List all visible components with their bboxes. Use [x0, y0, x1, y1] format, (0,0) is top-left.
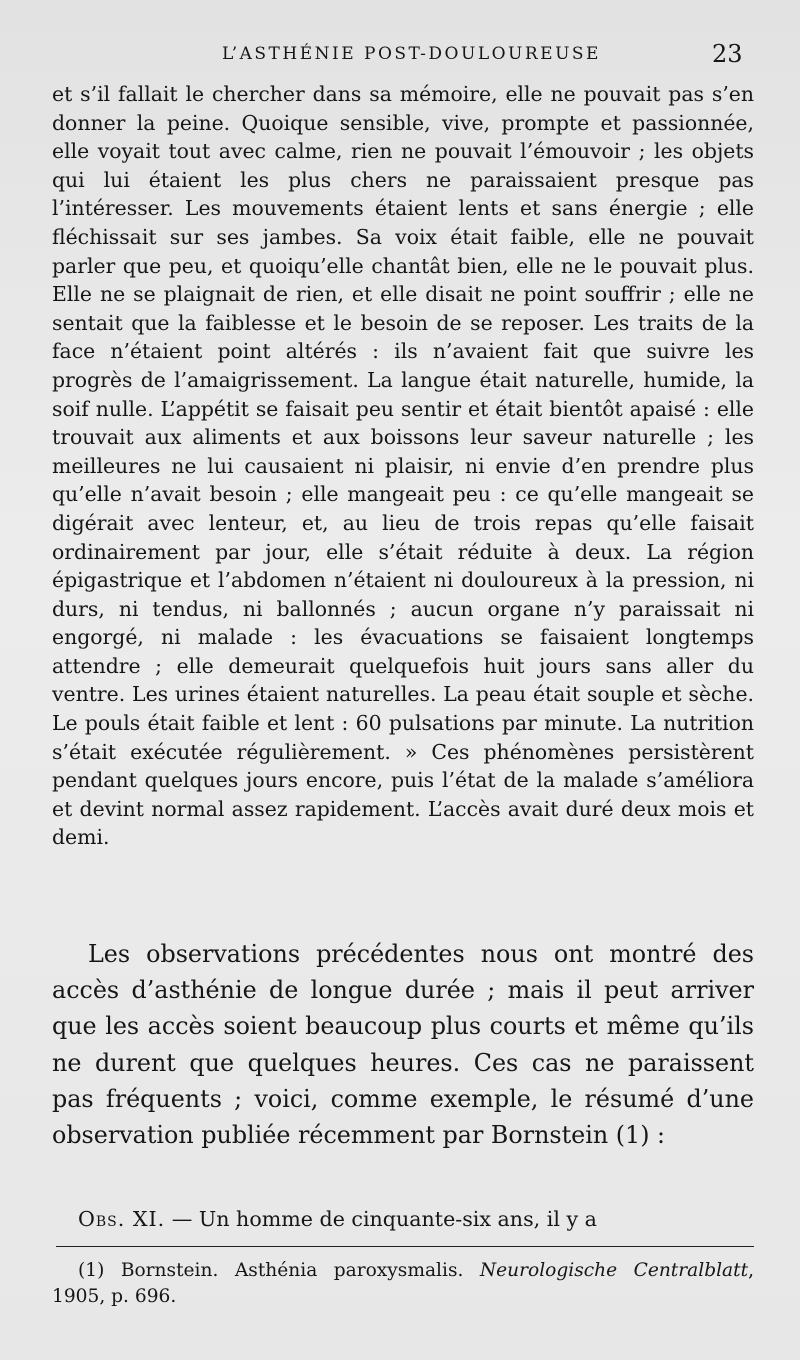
page-number: 23: [712, 40, 743, 68]
body-text: [52, 80, 754, 852]
observation-label: Obs. XI.: [78, 1207, 166, 1231]
observation-heading: [52, 1204, 754, 1234]
footnote-title: Asthénia paroxysmalis.: [234, 1260, 464, 1281]
body-text-large: [52, 936, 754, 1153]
footnote-divider: [56, 1246, 754, 1247]
observation-text: — Un homme de cinquante-six ans, il y a: [165, 1207, 597, 1231]
footnote-journal: Neurologische Centralblatt: [479, 1260, 749, 1281]
footnote-author: Bornstein.: [120, 1260, 219, 1281]
footnote: [52, 1258, 754, 1310]
footnote-marker: (1): [78, 1260, 105, 1281]
running-title: L’ASTHÉNIE POST-DOULOUREUSE: [222, 44, 601, 64]
paragraph-continued: et s’il fallait le chercher dans sa mémoire, elle ne pouvait pas s’en donner la peine. Quoique sensible, vive, prompte et passionnée, elle voyait tout avec calme, rien ne pouvait l’émouvoir ; les objets qui lui étaient les plus chers ne paraissaient presque pas l’intéresser. Les mouvements étaient lents et sans énergie ; elle fléchissait sur ses jambes. Sa voix était faible, elle ne pouvait parler que peu, et quoiqu’elle chantât bien, elle ne le pouvait plus. Elle ne se plaignait de rien, et elle disait ne point souffrir ; elle ne sentait que la faiblesse et le besoin de se reposer. Les traits de la face n’étaient point altérés : ils n’avaient fait que suivre les progrès de l’amaigrissement. La langue était naturelle, humide, la soif nulle. L’appétit se faisait peu sentir et était bientôt apaisé : elle trouvait aux aliments et aux boissons leur saveur naturelle ; les meilleures ne lui causaient ni plaisir, ni envie d’en prendre plus qu’elle n’avait besoin ; elle mangeait peu : ce qu’elle mangeait se digérait avec lenteur, et, au lieu de trois repas qu’elle faisait ordinairement par jour, elle s’était réduite à deux. La région épigastrique et l’abdomen n’étaient ni douloureux à la pression, ni durs, ni tendus, ni ballonnés ; aucun organe n’y paraissait ni engorgé, ni malade : les évacuations se faisaient longtemps attendre ; elle demeurait quelquefois huit jours sans aller du ventre. Les urines étaient naturelles. La peau était souple et sèche. Le pouls était faible et lent : 60 pulsations par minute. La nutrition s’était exécutée régulièrement. » Ces phénomènes persistèrent pendant quelques jours encore, puis l’état de la malade s’améliora et devint normal assez rapidement. L’accès avait duré deux mois et demi.: [52, 82, 754, 850]
page-header: [0, 38, 800, 78]
footnote-details: , 1905, p. 696.: [52, 1260, 754, 1307]
paragraph-observations: Les observations précédentes nous ont montré des accès d’asthénie de longue durée ; mais il peut arriver que les accès soient beaucoup plus courts et même qu’ils ne durent que quelques heures. Ces cas ne paraissent pas fréquents ; voici, comme exemple, le résumé d’une observation publiée récemment par Bornstein (1) :: [52, 940, 754, 1150]
